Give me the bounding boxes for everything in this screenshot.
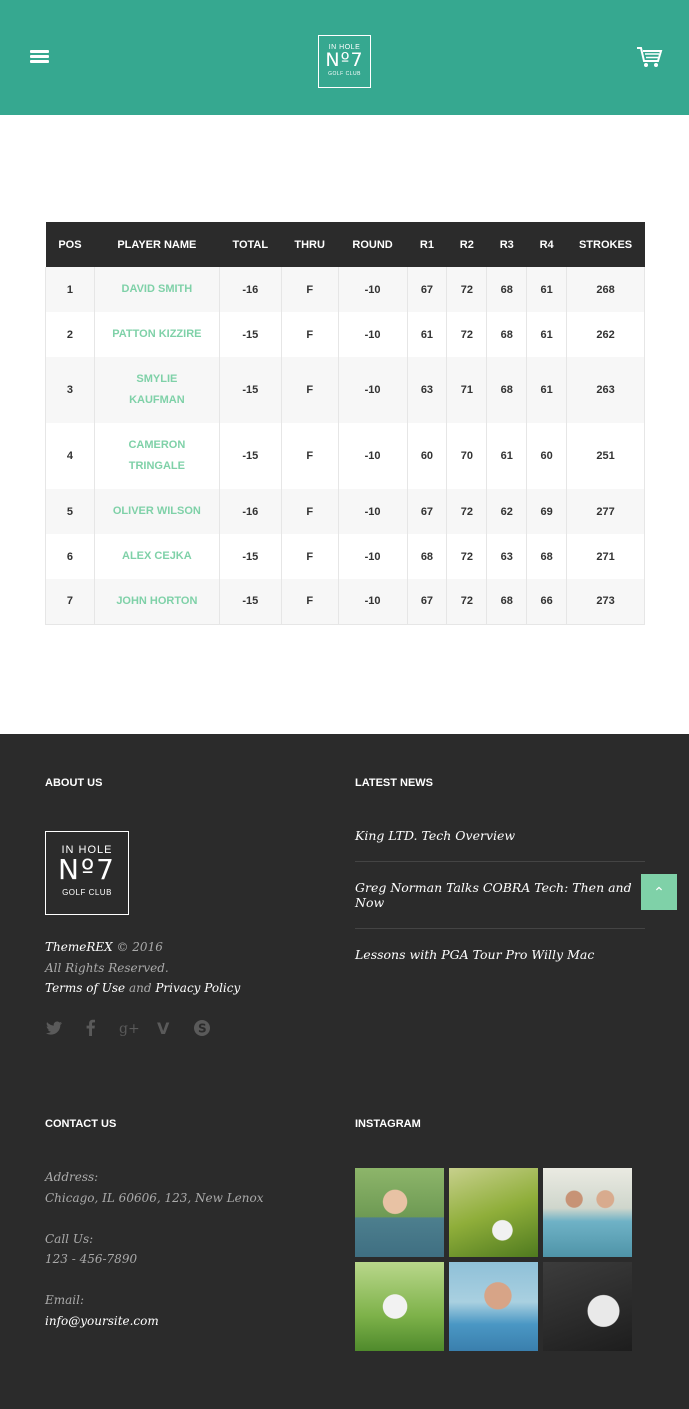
- contact-info: Address: Chicago, IL 60606, 123, New Lenox Call Us: 123 - 456-7890 Email: info@yoursite.com: [45, 1167, 264, 1331]
- cell-strokes: 271: [596, 550, 615, 563]
- cell-round: -10: [338, 489, 407, 534]
- cell-round: -10: [338, 579, 407, 624]
- cell-r4: 61: [527, 312, 567, 357]
- cell-r4: 66: [527, 579, 567, 624]
- table-header-row: [46, 222, 645, 267]
- cell-thru: F: [281, 267, 338, 312]
- cell-r1: 67: [407, 489, 447, 534]
- cell-r2: 70: [447, 423, 487, 489]
- cell-pos: 7: [46, 579, 95, 624]
- cell-r4: 60: [527, 423, 567, 489]
- table-row: [46, 312, 645, 357]
- cell-pos: 3: [46, 357, 95, 423]
- player-name-link[interactable]: CAMERON TRINGALE: [94, 423, 219, 489]
- cell-r3: 62: [487, 489, 527, 534]
- svg-text:V: V: [157, 1019, 170, 1038]
- vine-icon[interactable]: [156, 1019, 174, 1037]
- instagram-photo[interactable]: [355, 1262, 444, 1351]
- cell-thru: F: [281, 423, 338, 489]
- news-item[interactable]: Greg Norman Talks COBRA Tech: Then and Now: [355, 870, 645, 929]
- cell-thru: F: [281, 489, 338, 534]
- cell-r1: 61: [407, 312, 447, 357]
- cell-total: -15: [219, 423, 281, 489]
- player-name-link[interactable]: SMYLIE KAUFMAN: [94, 357, 219, 423]
- cell-total: -15: [219, 312, 281, 357]
- cell-r3: 68: [487, 579, 527, 624]
- scroll-to-top-button[interactable]: ⌃: [641, 874, 677, 910]
- instagram-photo[interactable]: [543, 1168, 632, 1257]
- cell-total: -15: [219, 534, 281, 579]
- table-row: [46, 579, 645, 624]
- news-title: LATEST NEWS: [355, 777, 434, 789]
- skype-icon[interactable]: [193, 1019, 211, 1037]
- cell-strokes: 277: [596, 505, 615, 518]
- cell-strokes: 262: [596, 328, 615, 341]
- cell-pos: 5: [46, 489, 95, 534]
- cell-r1: 67: [407, 267, 447, 312]
- svg-text:S: S: [198, 1021, 207, 1036]
- col-player-name: PLAYER NAME: [117, 238, 197, 251]
- cell-r2: 72: [447, 267, 487, 312]
- instagram-title: INSTAGRAM: [355, 1118, 421, 1130]
- cell-r2: 71: [447, 357, 487, 423]
- cell-round: -10: [338, 423, 407, 489]
- instagram-photo[interactable]: [543, 1262, 632, 1351]
- footer-logo[interactable]: IN HOLE Nº7 GOLF CLUB: [45, 831, 129, 915]
- news-item[interactable]: Lessons with PGA Tour Pro Willy Mac: [355, 947, 595, 962]
- instagram-grid: [355, 1168, 630, 1351]
- facebook-icon[interactable]: [82, 1019, 100, 1037]
- col-total: TOTAL: [232, 238, 269, 251]
- table-row: [46, 423, 645, 489]
- col-r3: R3: [499, 238, 514, 251]
- instagram-photo[interactable]: [449, 1168, 538, 1257]
- privacy-link[interactable]: Privacy Policy: [155, 981, 241, 995]
- cell-r3: 68: [487, 312, 527, 357]
- instagram-photo[interactable]: [355, 1168, 444, 1257]
- cell-r3: 61: [487, 423, 527, 489]
- site-logo[interactable]: IN HOLE Nº7 GOLF CLUB: [318, 35, 371, 88]
- about-text: ThemeREX © 2016 All Rights Reserved. Terms of Use and Privacy Policy: [45, 940, 241, 995]
- cell-r1: 60: [407, 423, 447, 489]
- col-strokes: STROKES: [578, 238, 633, 251]
- col-r4: R4: [539, 238, 554, 251]
- table-row: [46, 267, 645, 312]
- cell-r4: 69: [527, 489, 567, 534]
- terms-link[interactable]: Terms of Use: [45, 981, 126, 995]
- cell-pos: 1: [46, 267, 95, 312]
- cell-r2: 72: [447, 534, 487, 579]
- cart-icon[interactable]: [636, 45, 662, 69]
- col-r1: R1: [419, 238, 434, 251]
- cell-thru: F: [281, 312, 338, 357]
- table-row: [46, 357, 645, 423]
- site-footer: [0, 734, 689, 1409]
- cell-r4: 68: [527, 534, 567, 579]
- cell-r2: 72: [447, 312, 487, 357]
- about-title: ABOUT US: [45, 777, 103, 789]
- address-text: Chicago, IL 60606, 123, New Lenox: [45, 1190, 264, 1205]
- cell-r3: 63: [487, 534, 527, 579]
- cell-pos: 4: [46, 423, 95, 489]
- cell-r4: 61: [527, 357, 567, 423]
- brand-link[interactable]: ThemeREX: [45, 940, 113, 954]
- news-list: [355, 818, 645, 988]
- cell-total: -15: [219, 579, 281, 624]
- cell-r1: 68: [407, 534, 447, 579]
- social-links: [45, 1019, 211, 1037]
- cell-total: -15: [219, 357, 281, 423]
- cell-thru: F: [281, 357, 338, 423]
- cell-r2: 72: [447, 579, 487, 624]
- cell-thru: F: [281, 534, 338, 579]
- instagram-photo[interactable]: [449, 1262, 538, 1351]
- leaderboard-table: [45, 222, 645, 625]
- google-plus-icon[interactable]: [119, 1019, 140, 1037]
- cell-round: -10: [338, 357, 407, 423]
- cell-r1: 67: [407, 579, 447, 624]
- cell-pos: 2: [46, 312, 95, 357]
- cell-round: -10: [338, 312, 407, 357]
- cell-thru: F: [281, 579, 338, 624]
- col-thru: THRU: [294, 238, 325, 251]
- phone-text: 123 - 456-7890: [45, 1252, 138, 1266]
- cell-round: -10: [338, 267, 407, 312]
- site-header: [0, 0, 689, 115]
- cell-strokes: 273: [596, 595, 615, 608]
- cell-r1: 63: [407, 357, 447, 423]
- player-name-link[interactable]: JOHN HORTON: [94, 579, 219, 624]
- cell-strokes: 268: [596, 283, 615, 296]
- col-pos: POS: [58, 238, 82, 251]
- cell-r4: 61: [527, 267, 567, 312]
- table-row: [46, 489, 645, 534]
- contact-title: CONTACT US: [45, 1118, 117, 1130]
- email-link[interactable]: info@yoursite.com: [45, 1313, 159, 1328]
- player-name-link[interactable]: ALEX CEJKA: [94, 534, 219, 579]
- player-name-link[interactable]: PATTON KIZZIRE: [94, 312, 219, 357]
- cell-total: -16: [219, 489, 281, 534]
- cell-r2: 72: [447, 489, 487, 534]
- menu-icon[interactable]: [30, 50, 49, 63]
- cell-round: -10: [338, 534, 407, 579]
- player-name-link[interactable]: OLIVER WILSON: [94, 489, 219, 534]
- player-name-link[interactable]: DAVID SMITH: [94, 267, 219, 312]
- col-r2: R2: [459, 238, 474, 251]
- cell-strokes: 251: [596, 450, 615, 462]
- cell-pos: 6: [46, 534, 95, 579]
- cell-strokes: 263: [596, 384, 615, 396]
- twitter-icon[interactable]: [45, 1019, 63, 1037]
- col-round: ROUND: [352, 238, 393, 251]
- news-item[interactable]: King LTD. Tech Overview: [355, 818, 645, 862]
- svg-text:g+: g+: [119, 1021, 140, 1037]
- cell-total: -16: [219, 267, 281, 312]
- cell-r3: 68: [487, 357, 527, 423]
- table-row: [46, 534, 645, 579]
- cell-r3: 68: [487, 267, 527, 312]
